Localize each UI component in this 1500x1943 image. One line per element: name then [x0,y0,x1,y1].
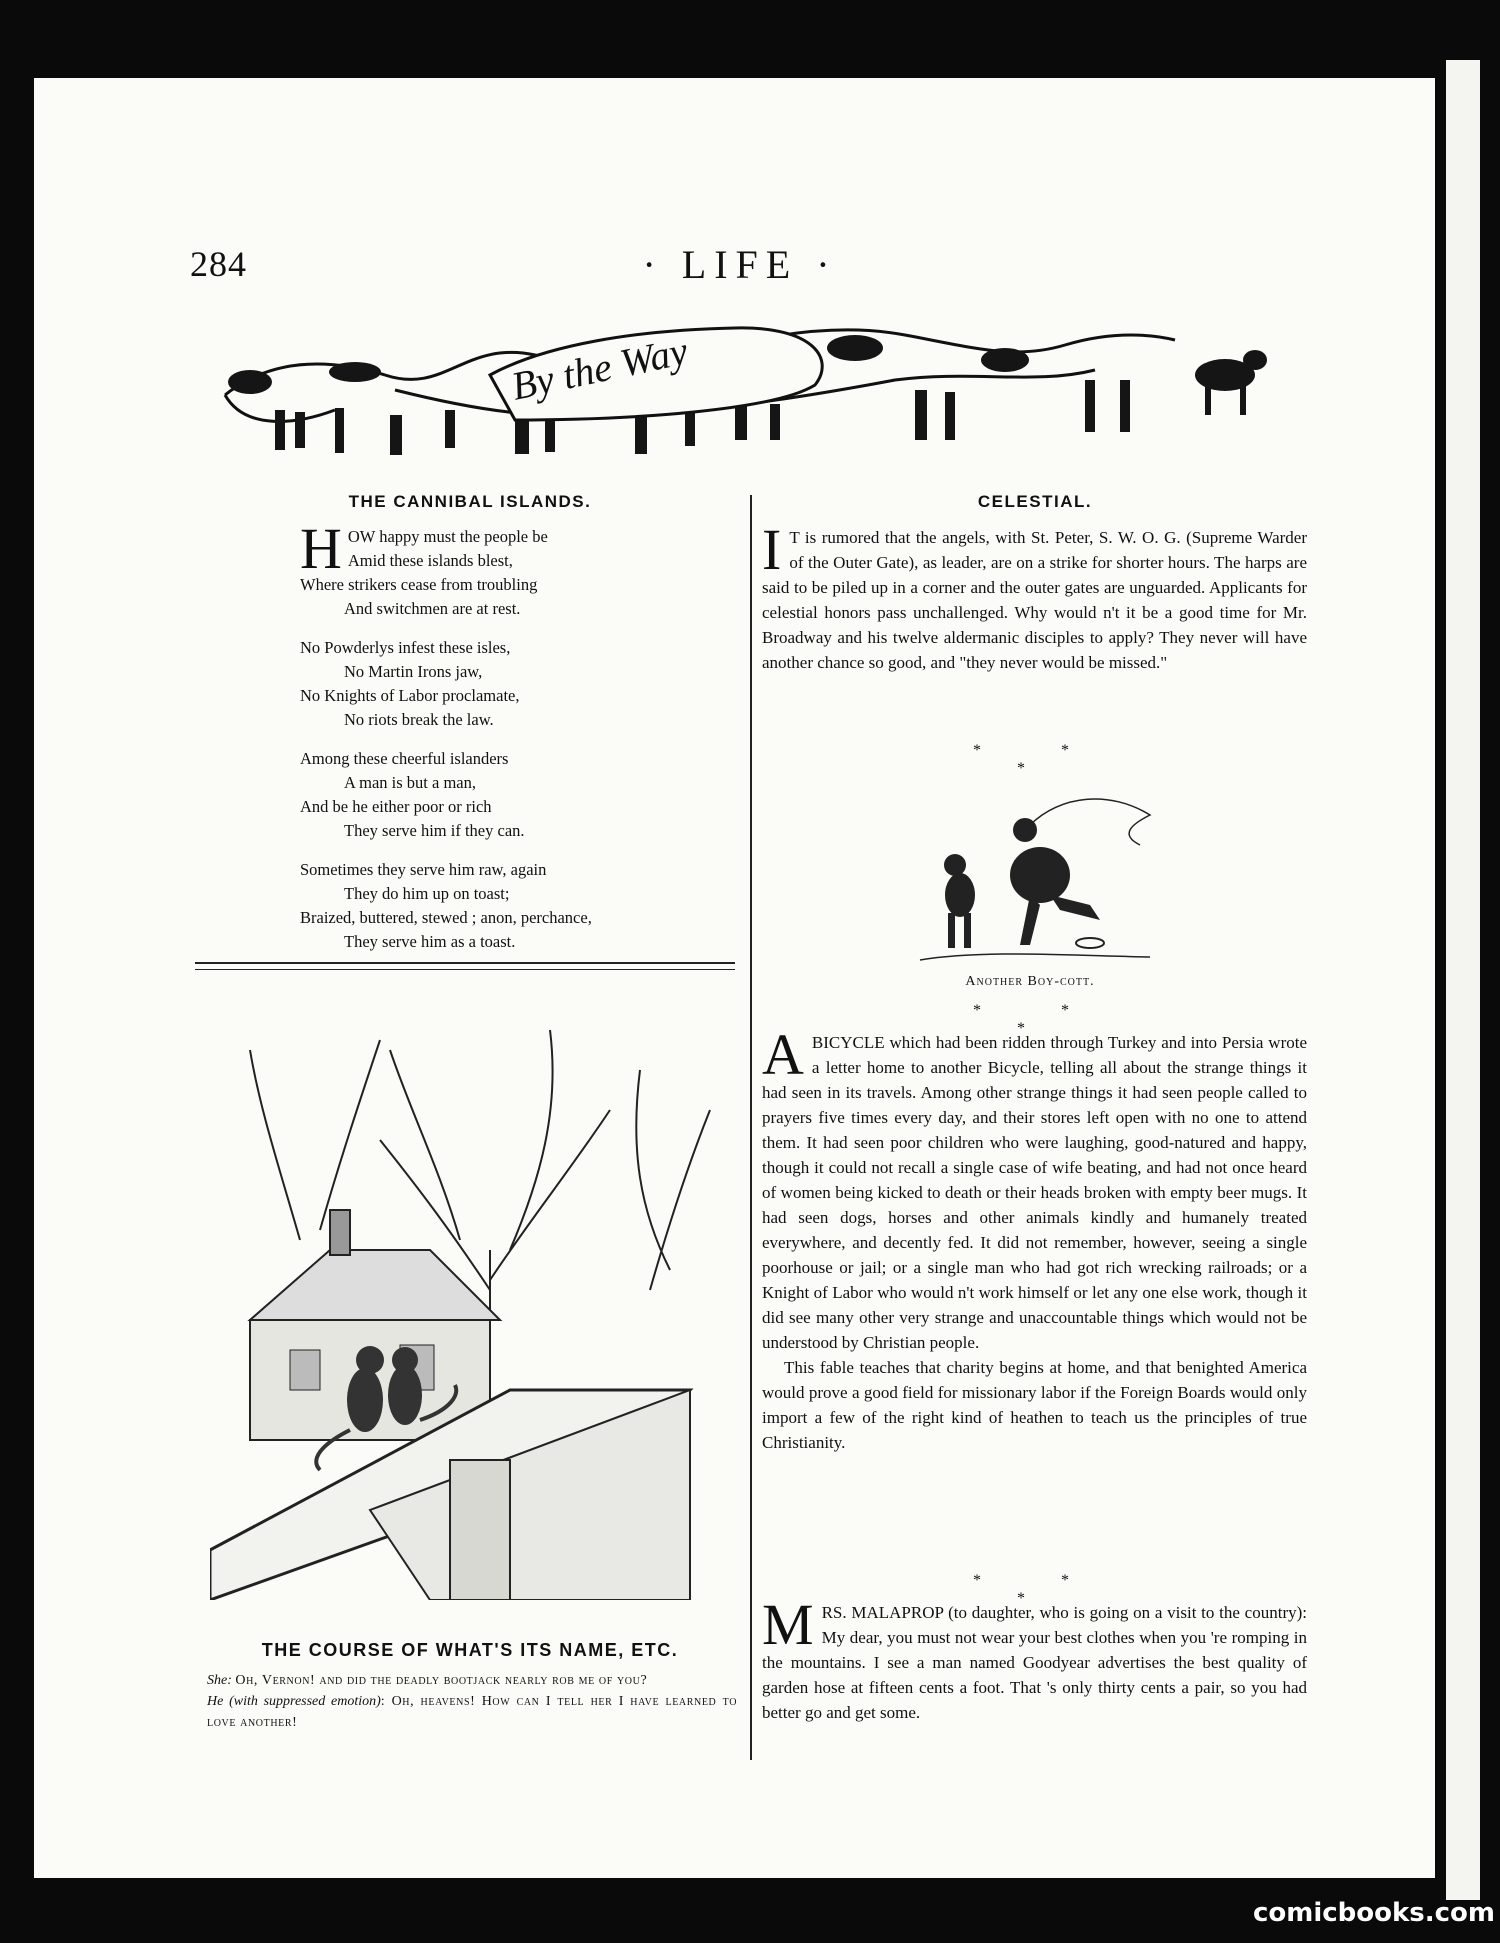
bicycle-moral: This fable teaches that charity begins at home, and that benighted America would prove a good field for missionary labor if the Foreign Boards would only import a few of the right kind of heathen to teach us the principles of true Christianity. [762,1358,1307,1452]
by-the-way-banner-illustration [215,300,1285,480]
dropcap: M [762,1592,814,1657]
separator-stars: * * * [973,1572,1107,1607]
celestial-text: T is rumored that the angels, with St. Peter, S. W. O. G. (Supreme Warder of the Outer Gate), as leader, are on a strike for shorter hours. The harps are said to be piled up in a corner and the outer gates are unguarded. Applicants for celestial honors pass unchallenged. Why would n't it be a good time for Mr. Broadway and his twelve aldermanic disciples to apply? They never will have another chance so good, and "they never would be missed." [762,528,1307,672]
poem-line: And be he either poor or rich [300,797,492,816]
dialog-text-she: Oh, Vernon! and did the deadly bootjack nearly rob me of you? [235,1673,648,1688]
poem-line: Among these cheerful islanders [300,749,509,768]
poem-line: OW happy must the people be [347,527,548,546]
poem-stanza [300,747,740,843]
next-page-edge [1446,60,1480,1900]
poem-line: Braized, buttered, stewed ; anon, perchance, [300,908,592,927]
section-divider [195,962,735,964]
poem-line: No Martin Irons jaw, [344,662,483,681]
cats-on-roof-illustration [210,990,730,1600]
speaker-she: She: [207,1673,232,1688]
dialog-line-she [207,1670,737,1691]
poem-line: Amid these islands blest, [347,551,513,570]
site-watermark: comicbooks.com [1252,1898,1495,1928]
dialog-line-he [207,1691,737,1733]
poem-line: A man is but a man, [344,773,476,792]
column-divider [750,495,752,1760]
masthead-title: · LIFE · [642,242,838,287]
poem-stanza [300,858,740,954]
separator-stars: * * * [973,1002,1107,1037]
poem-line: They serve him as a toast. [344,932,516,951]
poem-stanza [300,636,740,732]
celestial-article [762,517,1307,675]
malaprop-article [762,1592,1307,1725]
separator-stars: * * * [973,742,1107,777]
poem-cannibal-islands [300,516,740,969]
dialog-text-he: : Oh, heavens! How can I tell her I have learned to love another! [207,1694,738,1730]
poem-line: No Powderlys infest these isles, [300,638,511,657]
stage-direction: (with suppressed emotion) [229,1694,381,1709]
speaker-he: He [207,1694,224,1709]
poem-line: Where strikers cease from troubling [300,575,538,594]
boy-cott-cartoon [900,785,1160,975]
celestial-title: CELESTIAL. [977,492,1093,511]
poem-line: They do him up on toast; [344,884,510,903]
dropcap: A [762,1022,804,1087]
cats-title: THE COURSE OF WHAT'S ITS NAME, ETC. [261,1640,679,1660]
dropcap: H [300,516,342,581]
cartoon-caption: Another Boy-cott. [965,974,1095,989]
dropcap: I [762,517,782,582]
poem-stanza [300,516,740,621]
bicycle-text: BICYCLE which had been ridden through Turkey and into Persia wrote a letter home to another Bicycle, telling all about the strange things it had seen in its travels. Among other strange things it had seen people called to prayers five times every day, and their stores left open with no one to attend them. It had seen poor children who were laughing, good-natured and happy, though it could not recall a single case of wife beating, and had not once heard of women being kicked to death or their heads broken with empty beer mugs. It had seen dogs, horses and other animals kindly and humanely treated everywhere, and decently fed. It did not remember, however, seeing a single poorhouse or jail; or a single man who had got rich wrecking railroads; or a Knight of Labor who would n't work himself or let any one else work, though it did see many other very strange and unaccountable things which would not be understood by Christian people. [762,1033,1307,1352]
page-number: 284 [190,244,247,284]
section-divider [195,969,735,970]
poem-line: They serve him if they can. [344,821,525,840]
poem-line: No Knights of Labor proclamate, [300,686,520,705]
malaprop-text: RS. MALAPROP (to daughter, who is going on a visit to the country): My dear, you must not wear your best clothes when you 're romping in the mountains. I see a man named Goodyear advertises the best quality of garden hose at fifteen cents a foot. That 's only thirty cents a pair, so you had better go and get some. [762,1603,1307,1722]
bicycle-article [762,1022,1307,1455]
cats-dialog [207,1670,737,1733]
poem-line: No riots break the law. [344,710,494,729]
poem-title: THE CANNIBAL ISLANDS. [348,492,592,511]
poem-line: Sometimes they serve him raw, again [300,860,547,879]
banner-text: By the Way [507,327,692,409]
poem-line: And switchmen are at rest. [344,599,521,618]
